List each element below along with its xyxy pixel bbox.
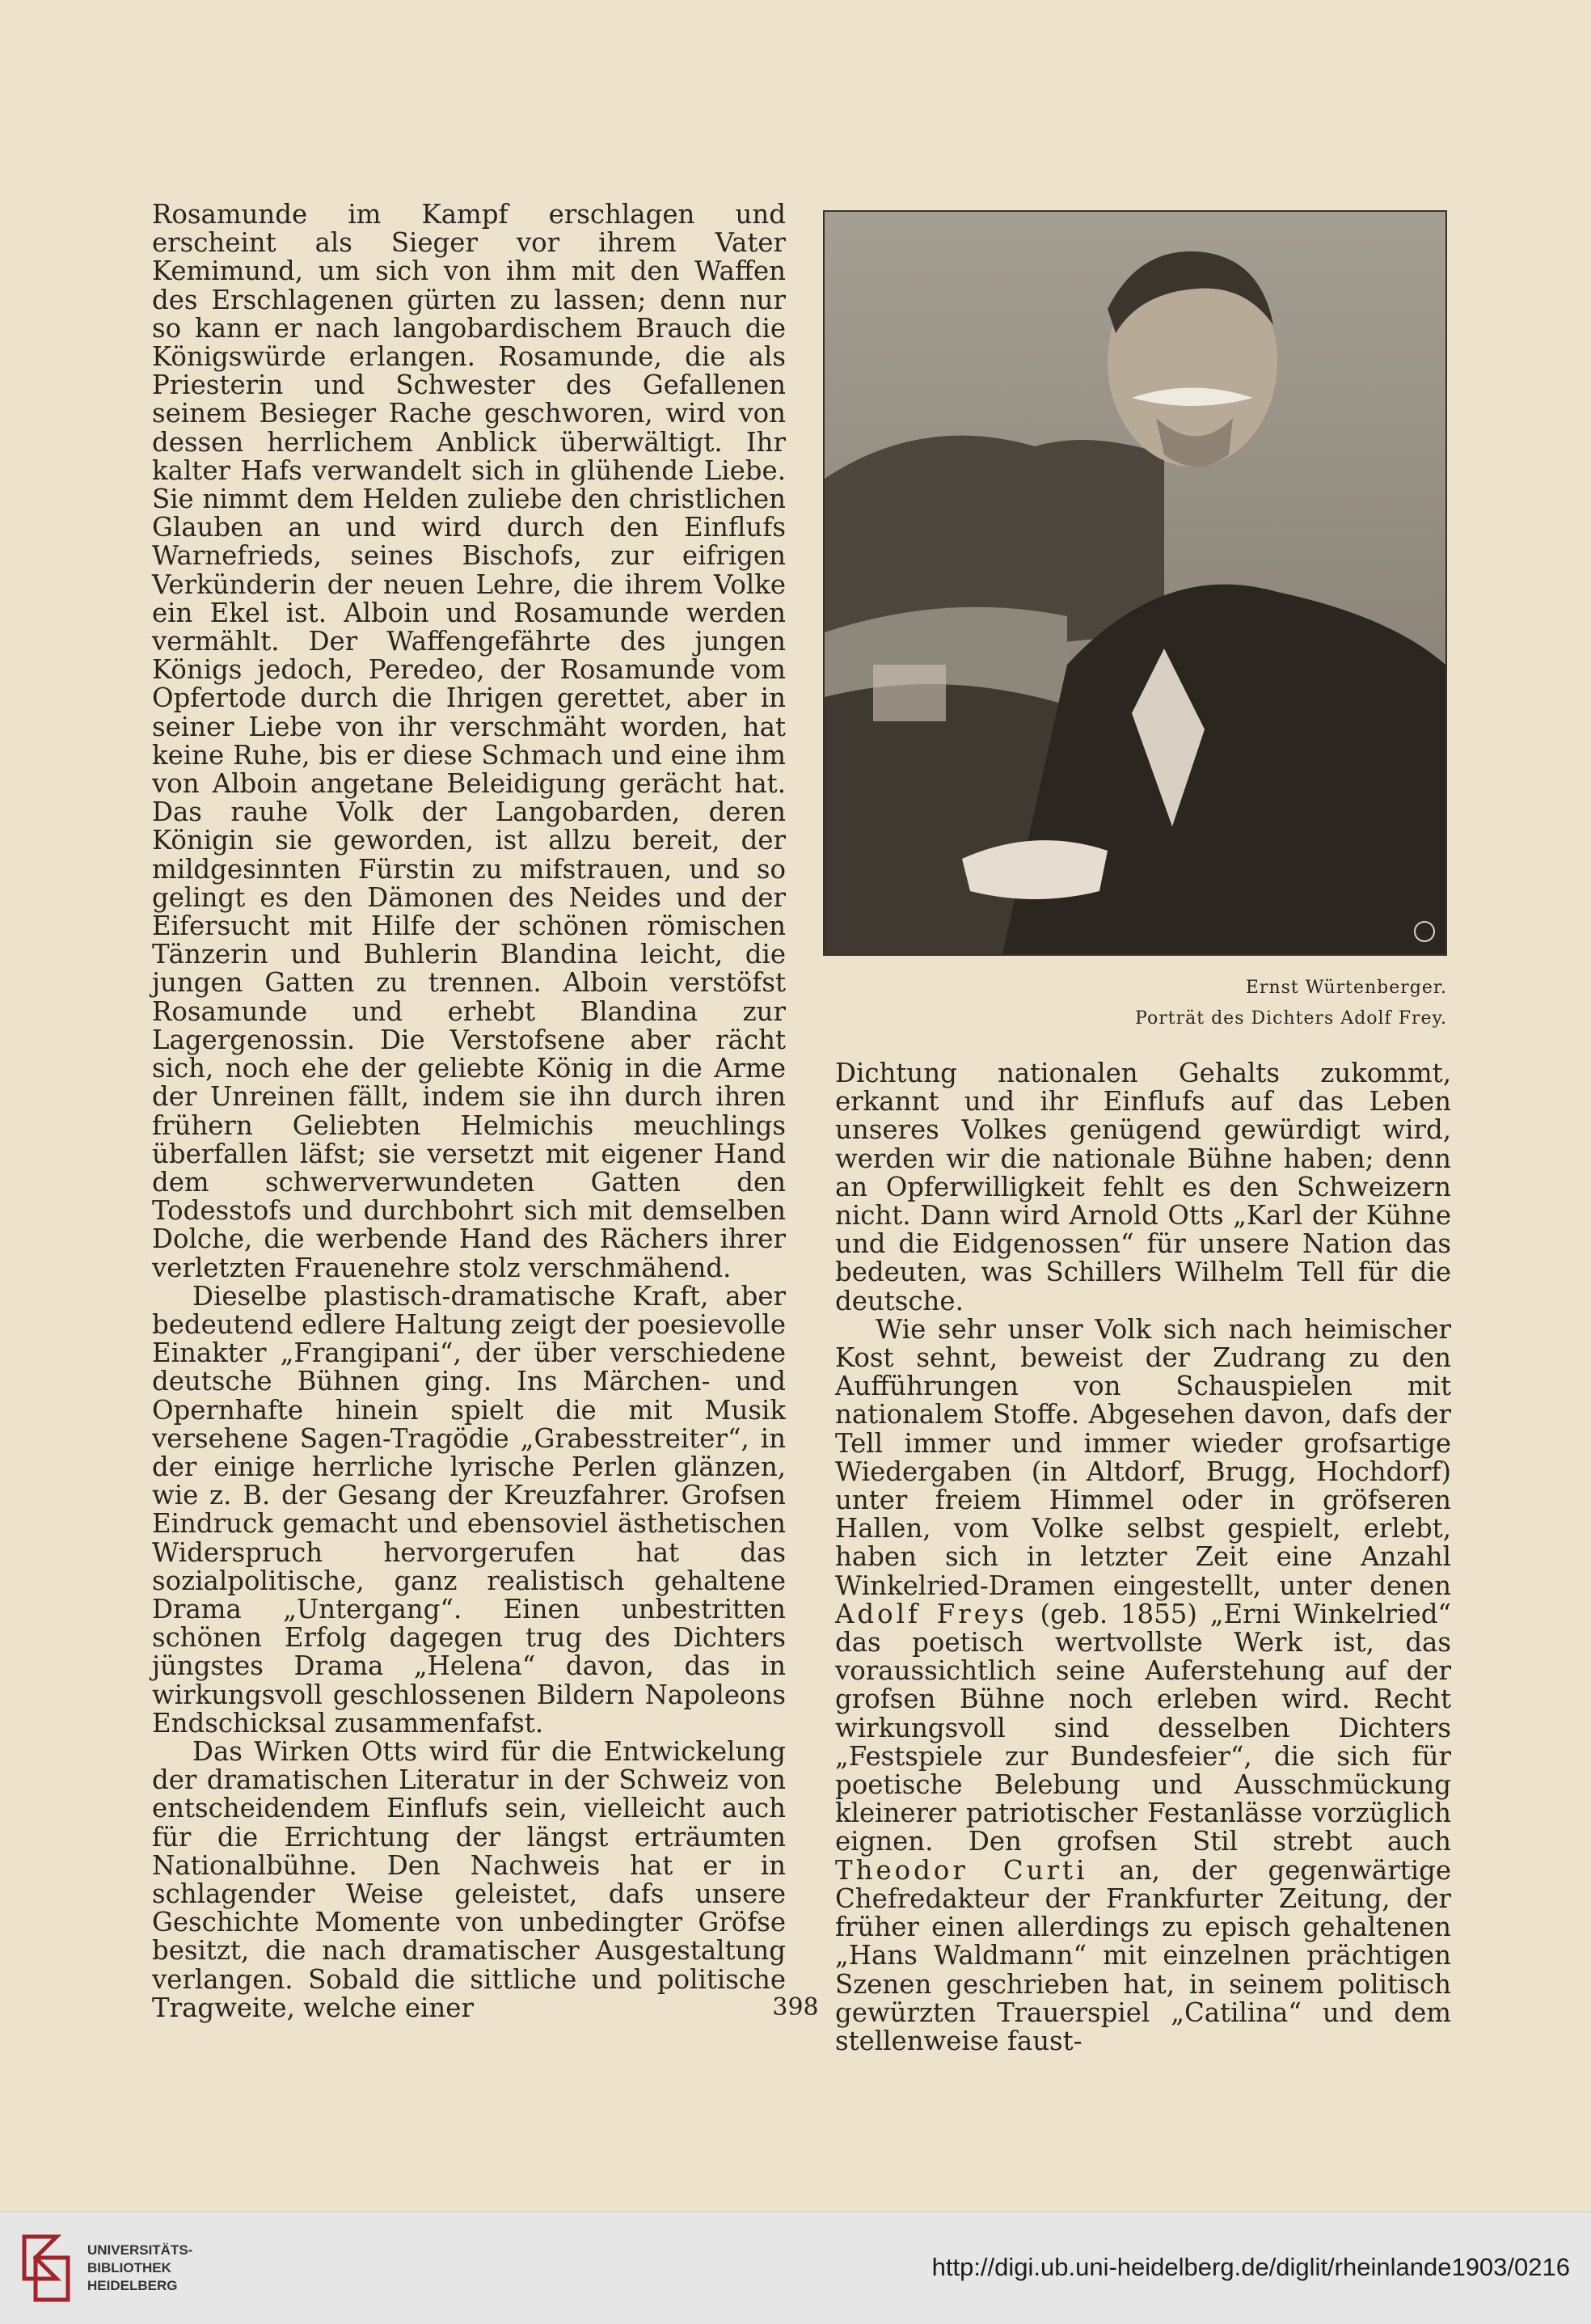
page-number: 398 xyxy=(772,1993,819,2022)
paragraph: Rosamunde im Kampf erschlagen und erscheint als Sieger vor ihrem Vater Kemimund, um sich von ihm mit den Waffen des Erschlagenen gürten zu lassen; denn nur so kann er nach langobardischem Brauch die Königswürde erlangen. Rosamunde, die als Priesterin und Schwester des Gefallenen seinem Besieger Rache geschworen, wird von dessen herrlichem Anblick überwältigt. Ihr kalter Hafs verwandelt sich in glühende Liebe. Sie nimmt dem Helden zuliebe den christlichen Glauben an und wird durch den Einflufs Warnefrieds, seines Bischofs, zur eifrigen Verkünderin der neuen Lehre, die ihrem Volke ein Ekel ist. Alboin und Rosamunde werden vermählt. Der Waffengefährte des jungen Königs jedoch, Peredeo, der Rosamunde vom Opfertode durch die Ihrigen gerettet, aber in seiner Liebe von ihr verschmäht worden, hat keine Ruhe, bis er diese Schmach und eine ihm von Alboin angetane Beleidigung gerächt hat. Das rauhe Volk der Langobarden, deren Königin sie geworden, ist allzu bereit, der mildgesinnten Fürstin zu mifstrauen, und so gelingt es den Dämonen des Neides und der Eifersucht mit Hilfe der schönen römischen Tänzerin und Buhlerin Blandina leicht, die jungen Gatten zu trennen. Alboin verstöfst Rosamunde und erhebt Blandina zur Lagergenossin. Die Verstofsene aber rächt sich, noch ehe der geliebte König in die Arme der Unreinen fällt, indem sie ihn durch ihren frühern Geliebten Helmichis meuchlings überfallen läfst; sie versetzt mit eigener Hand dem schwerverwundeten Gatten den Todesstofs und durchbohrt sich mit demselben Dolche, die werbende Hand des Rächers ihrer verletzten Frauenehre stolz verschmähend. xyxy=(152,199,786,1283)
library-name-line: BIBLIOTHEK xyxy=(87,2260,171,2275)
left-text-column xyxy=(152,201,786,2022)
text-run: an, der gegenwärtige Chefredakteur der Frankfurter Zeitung, der früher einen allerdings zu episch gehaltenen „Hans Waldmann“ mit einzelnen prächtigen Szenen geschrieben hat, in seinem politisch gewürzten Trauerspiel „Catilina“ und dem stellenweise faust- xyxy=(835,1854,1451,2056)
portrait-illustration xyxy=(823,210,1447,956)
source-url-link[interactable]: http://digi.ub.uni-heidelberg.de/diglit/rheinlande1903/0216 xyxy=(931,2253,1570,2281)
right-text-column xyxy=(835,1059,1451,2056)
library-name xyxy=(87,2242,192,2295)
paragraph: Dieselbe plastisch-dramatische Kraft, aber bedeutend edlere Haltung zeigt der poesievolle Einakter „Frangipani“, der über verschiedene deutsche Bühnen ging. Ins Märchen- und Opernhafte hinein spielt die mit Musik versehene Sagen-Tragödie „Grabesstreiter“, in der einige herrliche lyrische Perlen glänzen, wie z. B. der Gesang der Kreuzfahrer. Grofsen Eindruck gemacht und ebensoviel ästhetischen Widerspruch hervorgerufen hat das sozialpolitische, ganz realistisch gehaltene Drama „Untergang“. Einen unbestritten schönen Erfolg dagegen trug des Dichters jüngstes Drama „Helena“ davon, das in wirkungsvoll geschlossenen Bildern Napoleons Endschicksal zusammenfafst. xyxy=(152,1280,786,1739)
library-logo-icon xyxy=(18,2230,74,2305)
paragraph xyxy=(835,1313,1451,2056)
person-name: Adolf Freys xyxy=(835,1598,1028,1629)
paragraph: Dichtung nationalen Gehalts zukommt, erkannt und ihr Einflufs auf das Leben unseres Volkes genügend gewürdigt wird, werden wir die nationale Bühne haben; denn an Opferwilligkeit fehlt es den Schweizern nicht. Dann wird Arnold Otts „Karl der Kühne und die Eidgenossen“ für unsere Nation das bedeuten, was Schillers Wilhelm Tell für die deutsche. xyxy=(835,1058,1451,1316)
person-name: Theodor Curti xyxy=(835,1854,1088,1886)
figure-caption-title: Porträt des Dichters Adolf Frey. xyxy=(1135,1008,1447,1029)
library-name-line: HEIDELBERG xyxy=(87,2278,178,2293)
library-footer xyxy=(0,2212,1591,2324)
paragraph: Das Wirken Otts wird für die Entwickelung der dramatischen Literatur in der Schweiz von entscheidendem Einflufs sein, vielleicht auch für die Errichtung der längst erträumten Nationalbühne. Den Nachweis hat er in schlagender Weise geleistet, dafs unsere Geschichte Momente von unbedingter Gröfse besitzt, die nach dramatischer Ausgestaltung verlangen. Sobald die sittliche und politische Tragweite, welche einer xyxy=(152,1735,786,2023)
text-run: (geb. 1855) „Erni Winkelried“ das poetisch wertvollste Werk ist, das voraussichtlich seine Auferstehung auf der grofsen Bühne noch erleben wird. Recht wirkungsvoll sind desselben Dichters „Festspiele zur Bundesfeier“, die sich für poetische Belebung und Ausschmückung kleinerer patriotischer Festanlässe vorzüglich eignen. Den grofsen Stil strebt auch xyxy=(835,1598,1451,1857)
library-name-line: UNIVERSITÄTS- xyxy=(87,2242,193,2258)
figure-caption-artist: Ernst Würtenberger. xyxy=(1245,978,1447,998)
text-run: Wie sehr unser Volk sich nach heimischer Kost sehnt, beweist der Zudrang zu den Aufführungen von Schauspielen mit nationalem Stoffe. Abgesehen davon, dafs der Tell immer und immer wieder grofsartige Wiedergaben (in Altdorf, Brugg, Hochdorf) unter freiem Himmel oder in gröfseren Hallen, vom Volke selbst gespielt, erlebt, haben sich in letzter Zeit eine Anzahl Winkelried-Dramen eingestellt, unter denen xyxy=(835,1313,1451,1601)
